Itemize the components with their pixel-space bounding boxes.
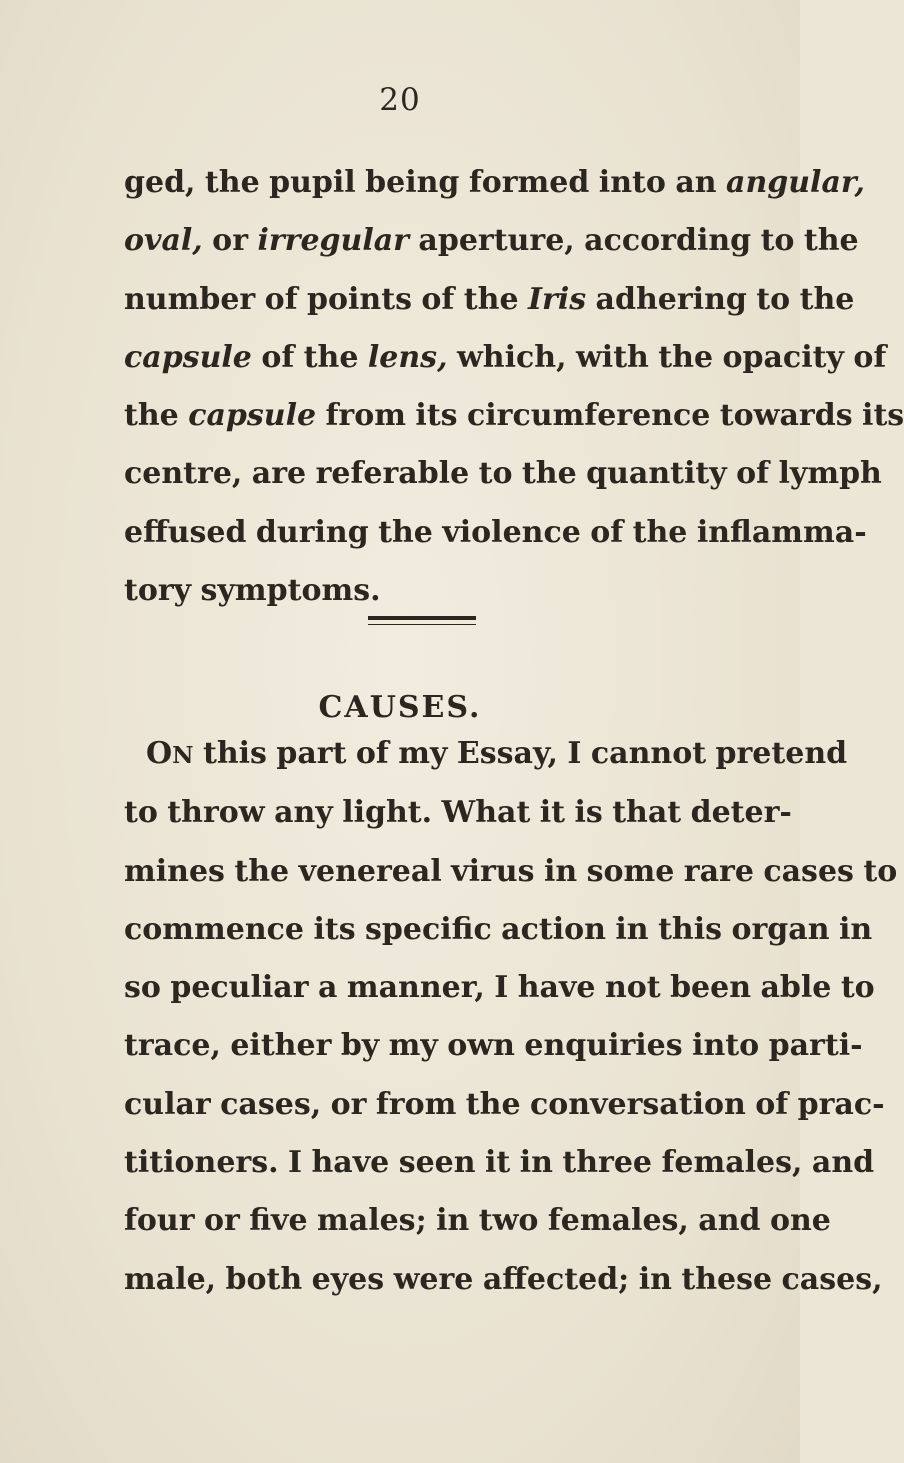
page-number: 20 [379,82,421,118]
text-line: four or five males; in two females, and one [124,1203,831,1239]
text-line: oval, or irregular aperture, according to the [124,223,859,259]
text-line: commence its specific action in this organ in [124,911,873,947]
divider-thick-rule [368,616,476,620]
divider-thin-rule [368,624,476,625]
small-caps-rest: N [172,741,194,769]
text-line: centre, are referable to the quantity of lymph [124,456,882,492]
text-line: so peculiar a manner, I have not been able to [124,970,875,1006]
text-line: capsule of the lens, which, with the opacity of [124,339,887,375]
text-line: trace, either by my own enquiries into parti- [124,1028,863,1064]
paragraph-causes [124,725,898,1309]
section-heading: CAUSES. [318,690,482,725]
section-divider [368,616,476,625]
text-line: effused during the violence of the inflamma- [124,514,867,550]
paragraph-symptoms [124,154,904,620]
small-caps-initial: O [146,736,173,771]
text-line: male, both eyes were affected; in these cases, [124,1261,883,1297]
text-line: the capsule from its circumference towards its [124,398,904,434]
text-line: cular cases, or from the conversation of prac- [124,1086,885,1122]
text-line: number of points of the Iris adhering to the [124,281,855,317]
text-line: to throw any light. What it is that deter- [124,795,792,831]
text-line: titioners. I have seen it in three females, and [124,1145,875,1181]
text-line-rest: this part of my Essay, I cannot pretend [193,736,848,771]
text-line [124,725,848,784]
text-line: mines the venereal virus in some rare cases to [124,853,898,889]
text-line: tory symptoms. [124,573,381,609]
text-line: ged, the pupil being formed into an angular, [124,165,865,200]
